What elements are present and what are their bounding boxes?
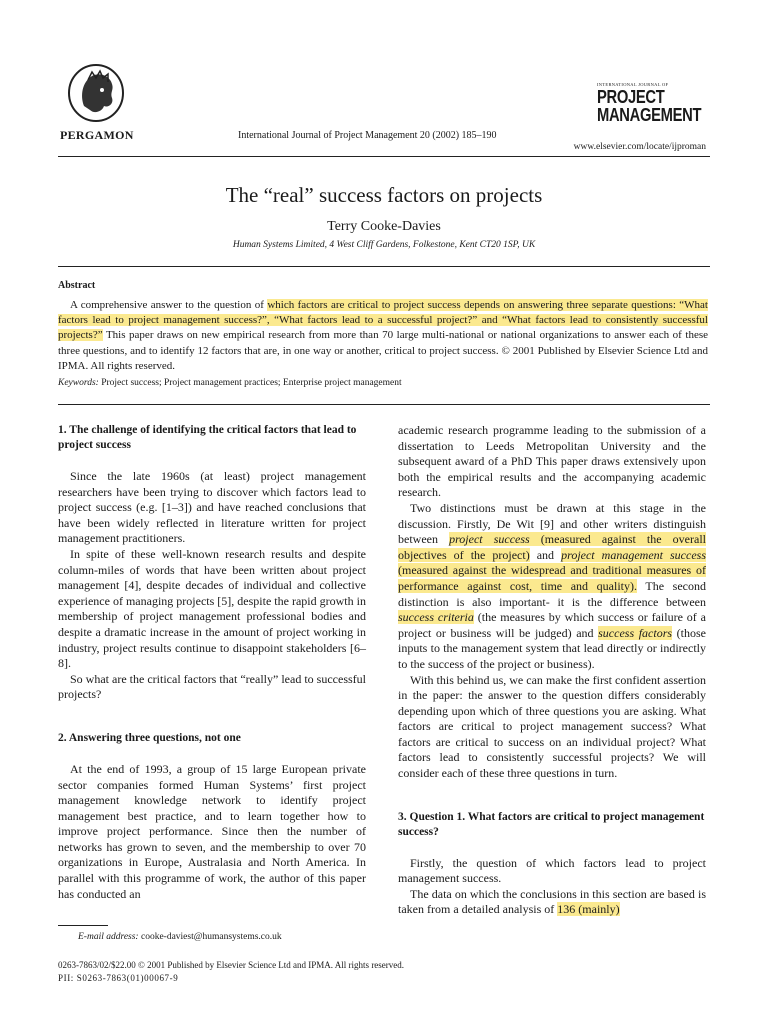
abstract-highlight: which factors are critical to project success depends on answering three separate questions: “What factors lead to project management success?”, “What factors lead to a successful project?” and “What factors lead to consistently successful projects?”: [58, 299, 708, 342]
pii-line: PII: S0263-7863(01)00067-9: [58, 973, 179, 983]
highlight-span: (measured against the widespread and traditional measures of performance against cost, time and quality).: [398, 563, 706, 593]
email-label: E-mail address:: [78, 932, 139, 942]
abstract-text-2: This paper draws on new empirical research from more than 70 large multi-national or national organizations to answer each of these three questions, and to identify 12 factors that are, in one way or another, critical to project success. © 2001 Published by Elsevier Science Ltd and IPMA. All rights reserved.: [58, 329, 708, 372]
email-address[interactable]: cooke-daviest@humansystems.co.uk: [138, 932, 282, 942]
paragraph: academic research programme leading to the submission of a dissertation to Leeds Metropolitan University and the subsequent award of a PhD This paper draws extensively upon both the empirical results and the accompanying academic research.: [398, 423, 706, 500]
highlight-term: success criteria: [398, 610, 474, 625]
paragraph: Firstly, the question of which factors lead to project management success.: [398, 855, 706, 886]
paragraph: Since the late 1960s (at least) project management researchers have been trying to discover which factors lead to project success (e.g. [1–3]) and have reached conclusions that have been widely reflected in literature written for project management practitioners.: [58, 469, 366, 546]
abstract-bottom-divider: [58, 404, 710, 405]
highlight-span: (measured against the overall objectives of the project): [398, 532, 706, 562]
publisher-name: PERGAMON: [60, 128, 134, 142]
article-title: The “real” success factors on projects: [225, 183, 543, 207]
text-span: (those inputs to the management system that lead directly or indirectly to the success of the project or business).: [398, 625, 706, 671]
paragraph: So what are the critical factors that “really” lead to successful projects?: [58, 671, 366, 702]
journal-url[interactable]: www.elsevier.com/locate/ijproman: [573, 142, 706, 152]
section-1-heading: 1. The challenge of identifying the critical factors that lead to project success: [58, 424, 357, 451]
masthead-line2: MANAGEMENT: [597, 104, 702, 125]
masthead-line1: PROJECT: [597, 86, 665, 107]
journal-masthead: [597, 83, 724, 124]
text-span: Two distinctions must be drawn at this stage in the discussion. Firstly, De Wit [9] and other writers distinguish between: [398, 500, 706, 547]
keywords-label: Keywords:: [58, 378, 99, 388]
section-2-heading: 2. Answering three questions, not one: [58, 731, 241, 744]
right-column: [398, 423, 706, 918]
paragraph: In spite of these well-known research results and despite column-miles of words that have been written about project management [4], despite decades of individual and collective experience of managing projects [5], despite the rapid growth in membership of project management professional bodies and despite a dramatic increase in the amount of project working in industry, project results continue to disappoint stakeholders [6–8].: [58, 546, 366, 671]
paragraph: [398, 887, 706, 918]
masthead-small: INTERNATIONAL JOURNAL OF: [597, 82, 669, 87]
paragraph: At the end of 1993, a group of 15 large European private sector companies formed Human Systems’ first project management knowledge network to identify project management best practice, and to learn together how to improve project performance. Since then the number of networks has grown to seven, and the membership to over 70 organizations in Europe, Australasia and North America. In parallel with this programme of work, the author of this paper has conducted an: [58, 761, 366, 901]
text-span: The second distinction is also important- it is the difference between: [398, 578, 706, 609]
footnote-rule: [58, 925, 108, 926]
keywords-line: [58, 378, 402, 388]
abstract-text-1: A comprehensive answer to the question of: [70, 299, 268, 311]
copyright-line: 0263-7863/02/$22.00 © 2001 Published by Elsevier Science Ltd and IPMA. All rights reserved.: [58, 960, 405, 970]
author-email-footnote: [78, 932, 282, 942]
paragraph: [398, 501, 706, 673]
section-3-heading: 3. Question 1. What factors are critical to project management success?: [398, 810, 705, 838]
text-span: The data on which the conclusions in this section are based is taken from a detailed analysis of: [398, 886, 706, 917]
abstract-heading: Abstract: [58, 280, 96, 291]
abstract-body: [58, 298, 708, 374]
pergamon-logo-icon: [66, 62, 126, 124]
paragraph: With this behind us, we can make the first confident assertion in the paper: the answer to the question differs considerably depending upon which of three questions you are asking. What factors are critical to project management success? What factors are critical to success on an individual project? What factors lead to consistently successful projects? We will consider each of these three questions in turn.: [398, 672, 706, 781]
left-column: [58, 423, 366, 902]
highlight-term: project success: [449, 532, 530, 547]
text-span: (the measures by which success or failure of a project or business will be judged) and: [398, 610, 706, 640]
header-divider: [58, 156, 710, 157]
abstract-top-divider: [58, 266, 710, 267]
highlight-term: project management success: [561, 547, 706, 562]
article-author: Terry Cooke-Davies: [327, 219, 441, 234]
keywords-list: Project success; Project management practices; Enterprise project management: [98, 378, 402, 388]
journal-citation: International Journal of Project Management 20 (2002) 185–190: [238, 130, 497, 141]
highlight-term: success factors: [598, 625, 673, 640]
text-span: and: [529, 547, 562, 562]
highlight-span: 136 (mainly): [557, 902, 620, 917]
author-affiliation: Human Systems Limited, 4 West Cliff Gardens, Folkestone, Kent CT20 1SP, UK: [232, 240, 536, 250]
